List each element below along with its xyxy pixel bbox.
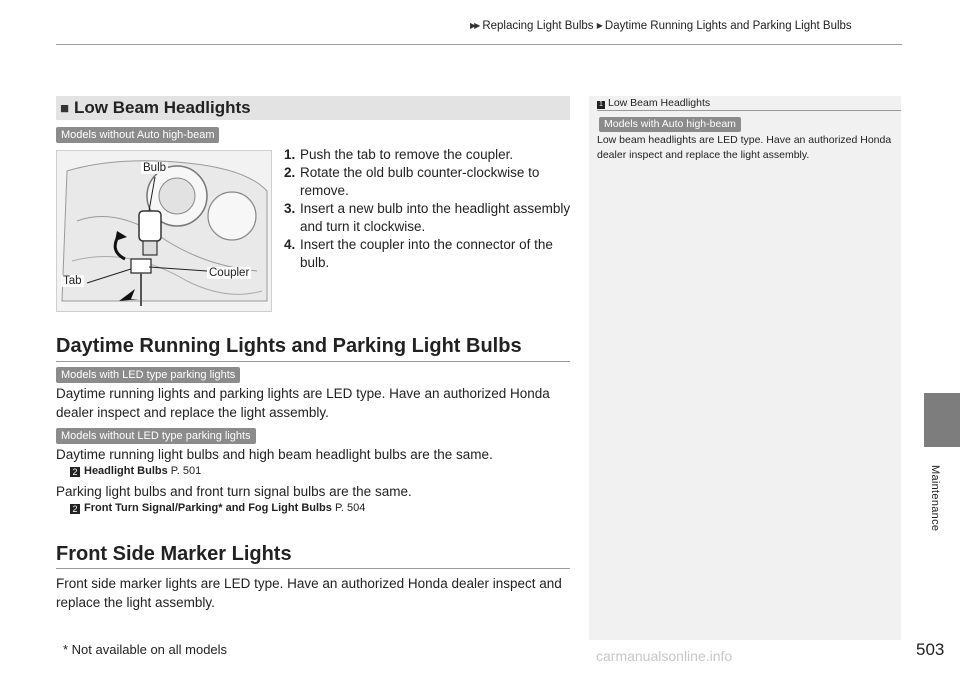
side-note-text: Low beam headlights are LED type. Have an authorized Honda dealer inspect and replace the light assembly. xyxy=(597,134,892,161)
model-tag: Models without Auto high-beam xyxy=(56,127,219,143)
breadcrumb xyxy=(470,20,852,32)
side-marker-text: Front side marker lights are LED type. Have an authorized Honda dealer inspect and replace the light assembly. xyxy=(56,576,562,610)
drl-heading: Daytime Running Lights and Parking Light Bulbs xyxy=(56,335,522,357)
watermark: carmanualsonline.info xyxy=(596,648,733,664)
step-item: 3. Insert a new bulb into the headlight assembly and turn it clockwise. xyxy=(284,201,571,234)
figure-label-coupler: Coupler xyxy=(209,267,250,279)
square-bullet-icon: ■ xyxy=(60,100,70,117)
breadcrumb-arrow-icon: ▶ xyxy=(596,21,601,30)
heading-divider xyxy=(56,568,570,569)
headlight-bulb-diagram xyxy=(57,151,271,311)
side-note-panel xyxy=(589,96,901,640)
footnote: * Not available on all models xyxy=(63,642,228,657)
step-item: 4. Insert the coupler into the connector of the bulb. xyxy=(284,237,553,270)
breadcrumb-arrow-icon: ▶▶ xyxy=(470,21,479,30)
header-divider xyxy=(56,44,902,45)
figure-label-tab: Tab xyxy=(63,275,82,287)
replacement-steps xyxy=(284,146,574,272)
reference-arrow-icon: 2 xyxy=(70,467,80,477)
section-tab-label[interactable]: Maintenance xyxy=(929,465,941,532)
model-tag: Models with LED type parking lights xyxy=(56,367,240,383)
heading-divider xyxy=(56,361,570,362)
model-tag: Models without LED type parking lights xyxy=(56,428,256,444)
section-title: Low Beam Headlights xyxy=(74,98,251,117)
cross-reference-link[interactable]: 2 Front Turn Signal/Parking* and Fog Light Bulbs P. 504 xyxy=(70,502,365,514)
side-note-divider xyxy=(597,110,901,111)
side-note-title: 1 Low Beam Headlights xyxy=(597,97,710,109)
breadcrumb-item[interactable]: Daytime Running Lights and Parking Light Bulbs xyxy=(604,20,852,32)
section-heading-bar xyxy=(56,96,570,120)
note-arrow-icon: 1 xyxy=(597,101,605,109)
figure-label-bulb: Bulb xyxy=(143,162,167,174)
drl-led-text: Daytime running lights and parking lights are LED type. Have an authorized Honda dealer inspect and replace the light assembly. xyxy=(56,386,550,420)
model-tag: Models with Auto high-beam xyxy=(599,117,741,132)
side-marker-heading: Front Side Marker Lights xyxy=(56,543,292,565)
page-number: 503 xyxy=(916,640,945,659)
step-item: 2. Rotate the old bulb counter-clockwise to remove. xyxy=(284,165,540,198)
headlight-illustration xyxy=(56,150,272,312)
drl-same-bulbs-text: Daytime running light bulbs and high beam headlight bulbs are the same. xyxy=(56,447,493,462)
parking-bulbs-text: Parking light bulbs and front turn signal bulbs are the same. xyxy=(56,484,412,499)
reference-arrow-icon: 2 xyxy=(70,504,80,514)
section-tab-marker[interactable] xyxy=(924,393,960,447)
step-item: 1. Push the tab to remove the coupler. xyxy=(284,147,514,162)
breadcrumb-item[interactable]: Replacing Light Bulbs xyxy=(482,20,594,32)
cross-reference-link[interactable]: 2 Headlight Bulbs P. 501 xyxy=(70,465,201,477)
